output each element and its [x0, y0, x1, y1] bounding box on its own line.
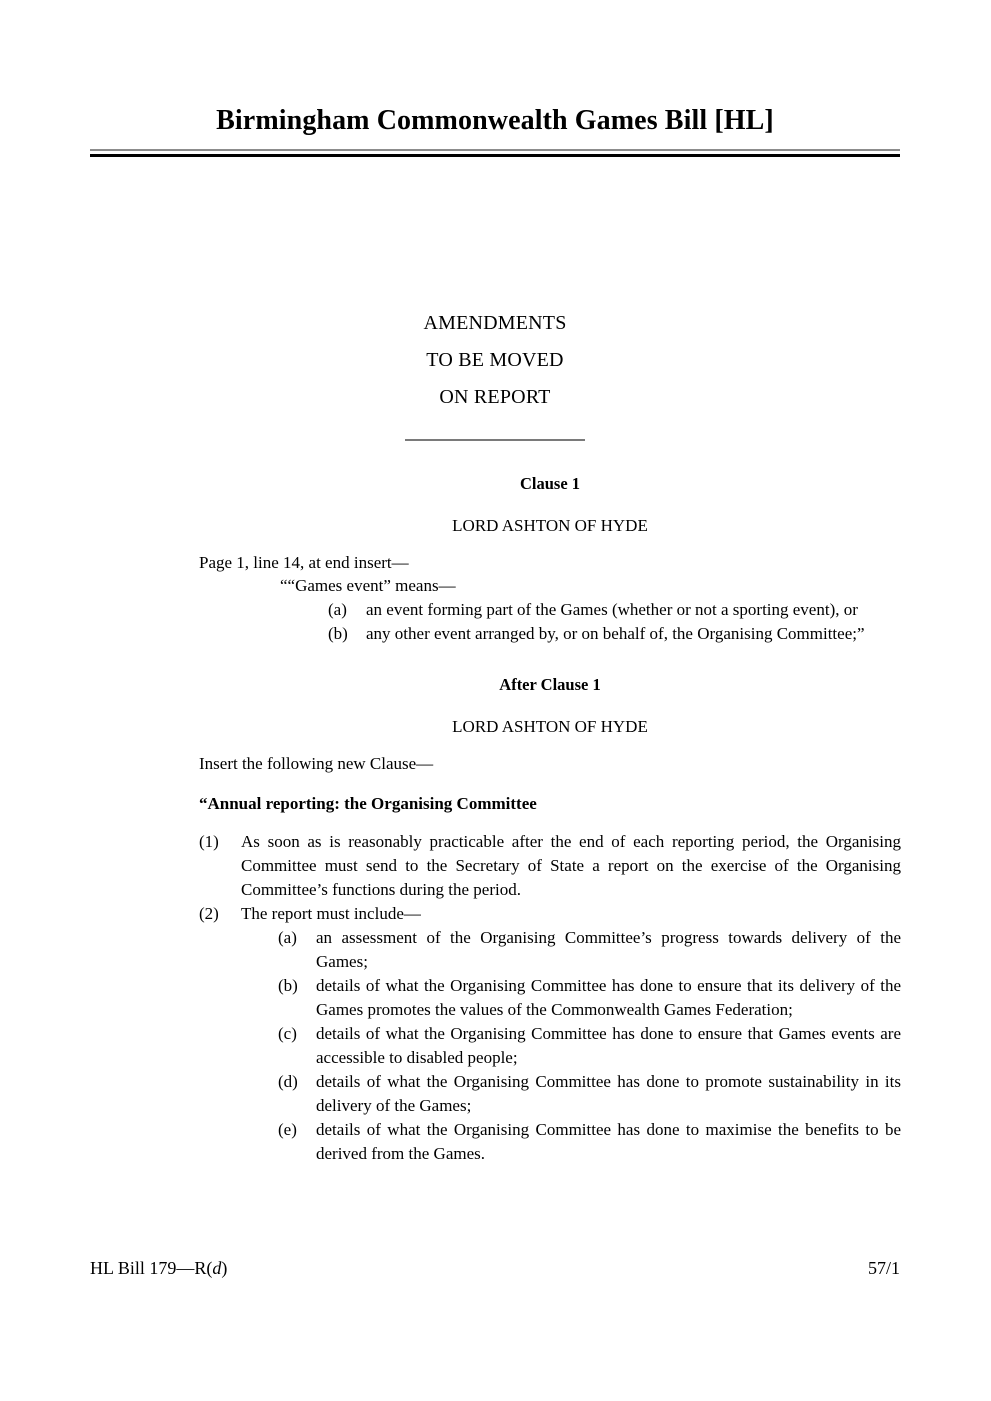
bill-reference-suffix: ) [221, 1258, 228, 1278]
list-item [278, 1070, 901, 1118]
list-item-text: an event forming part of the Games (whether or not a sporting event), or [366, 600, 858, 619]
list-item [278, 926, 901, 974]
quoted-definition-line: ““Games event” means— [280, 576, 456, 595]
amendments-heading-line-3: ON REPORT [439, 386, 551, 408]
section-clause-1 [199, 474, 901, 646]
sponsor-name-2: LORD ASHTON OF HYDE [452, 717, 648, 736]
page-footer [90, 1258, 900, 1279]
sponsor-name-1: LORD ASHTON OF HYDE [452, 516, 648, 535]
bill-reference-italic: d [212, 1258, 222, 1278]
list-item [328, 598, 901, 622]
title-rule-thin [90, 149, 900, 151]
section-after-clause-1 [199, 675, 901, 1166]
list-item-marker: (a) [328, 600, 347, 619]
numbered-paragraph [199, 902, 901, 926]
numbered-paragraph-text: As soon as is reasonably practicable after the end of each reporting period, the Organising Committee must send to the Secretary of State a report on the exercise of the Organising Committee’s functions during the period. [241, 832, 901, 899]
list-item-marker: (b) [278, 976, 298, 995]
list-item [278, 1022, 901, 1070]
bill-reference [90, 1258, 227, 1279]
list-item-text: details of what the Organising Committee has done to ensure that Games events are accessible to disabled people; [316, 1024, 901, 1067]
numbered-paragraph [199, 830, 901, 902]
document-body [199, 474, 901, 1166]
list-item-text: an assessment of the Organising Committee’s progress towards delivery of the Games; [316, 928, 901, 971]
list-item-marker: (c) [278, 1024, 297, 1043]
numbered-paragraph-text: The report must include— [241, 904, 421, 923]
list-item-marker: (d) [278, 1072, 298, 1091]
amendment-lead-2: Insert the following new Clause— [199, 754, 434, 773]
title-rule-thick [90, 154, 900, 157]
bill-reference-prefix: HL Bill 179—R( [90, 1258, 213, 1278]
list-item-text: any other event arranged by, or on behalf of, the Organising Committee;” [366, 624, 865, 643]
list-item [278, 974, 901, 1022]
amendment-lead-1: Page 1, line 14, at end insert— [199, 553, 409, 572]
list-item-text: details of what the Organising Committee has done to maximise the benefits to be derived from the Games. [316, 1120, 901, 1163]
list-item-text: details of what the Organising Committee has done to ensure that its delivery of the Games promotes the values of the Commonwealth Games Federation; [316, 976, 901, 1019]
clause-heading-2: After Clause 1 [499, 675, 601, 694]
list-item [328, 622, 901, 646]
amendments-heading-line-2: TO BE MOVED [426, 349, 564, 371]
page-title: Birmingham Commonwealth Games Bill [HL] [216, 105, 774, 136]
list-item-text: details of what the Organising Committee has done to promote sustainability in its delivery of the Games; [316, 1072, 901, 1115]
numbered-paragraph-marker: (2) [199, 904, 219, 923]
heading-separator-rule [405, 439, 585, 441]
list-item-marker: (b) [328, 624, 348, 643]
list-item-marker: (e) [278, 1120, 297, 1139]
title-block [90, 104, 900, 157]
numbered-paragraph-marker: (1) [199, 832, 219, 851]
list-item [278, 1118, 901, 1166]
list-item-marker: (a) [278, 928, 297, 947]
page-number: 57/1 [867, 1258, 900, 1278]
new-clause-title: “Annual reporting: the Organising Committee [199, 794, 537, 813]
amendments-heading-line-1: AMENDMENTS [423, 312, 567, 334]
clause-heading-1: Clause 1 [519, 474, 581, 493]
amendments-heading [90, 305, 900, 441]
